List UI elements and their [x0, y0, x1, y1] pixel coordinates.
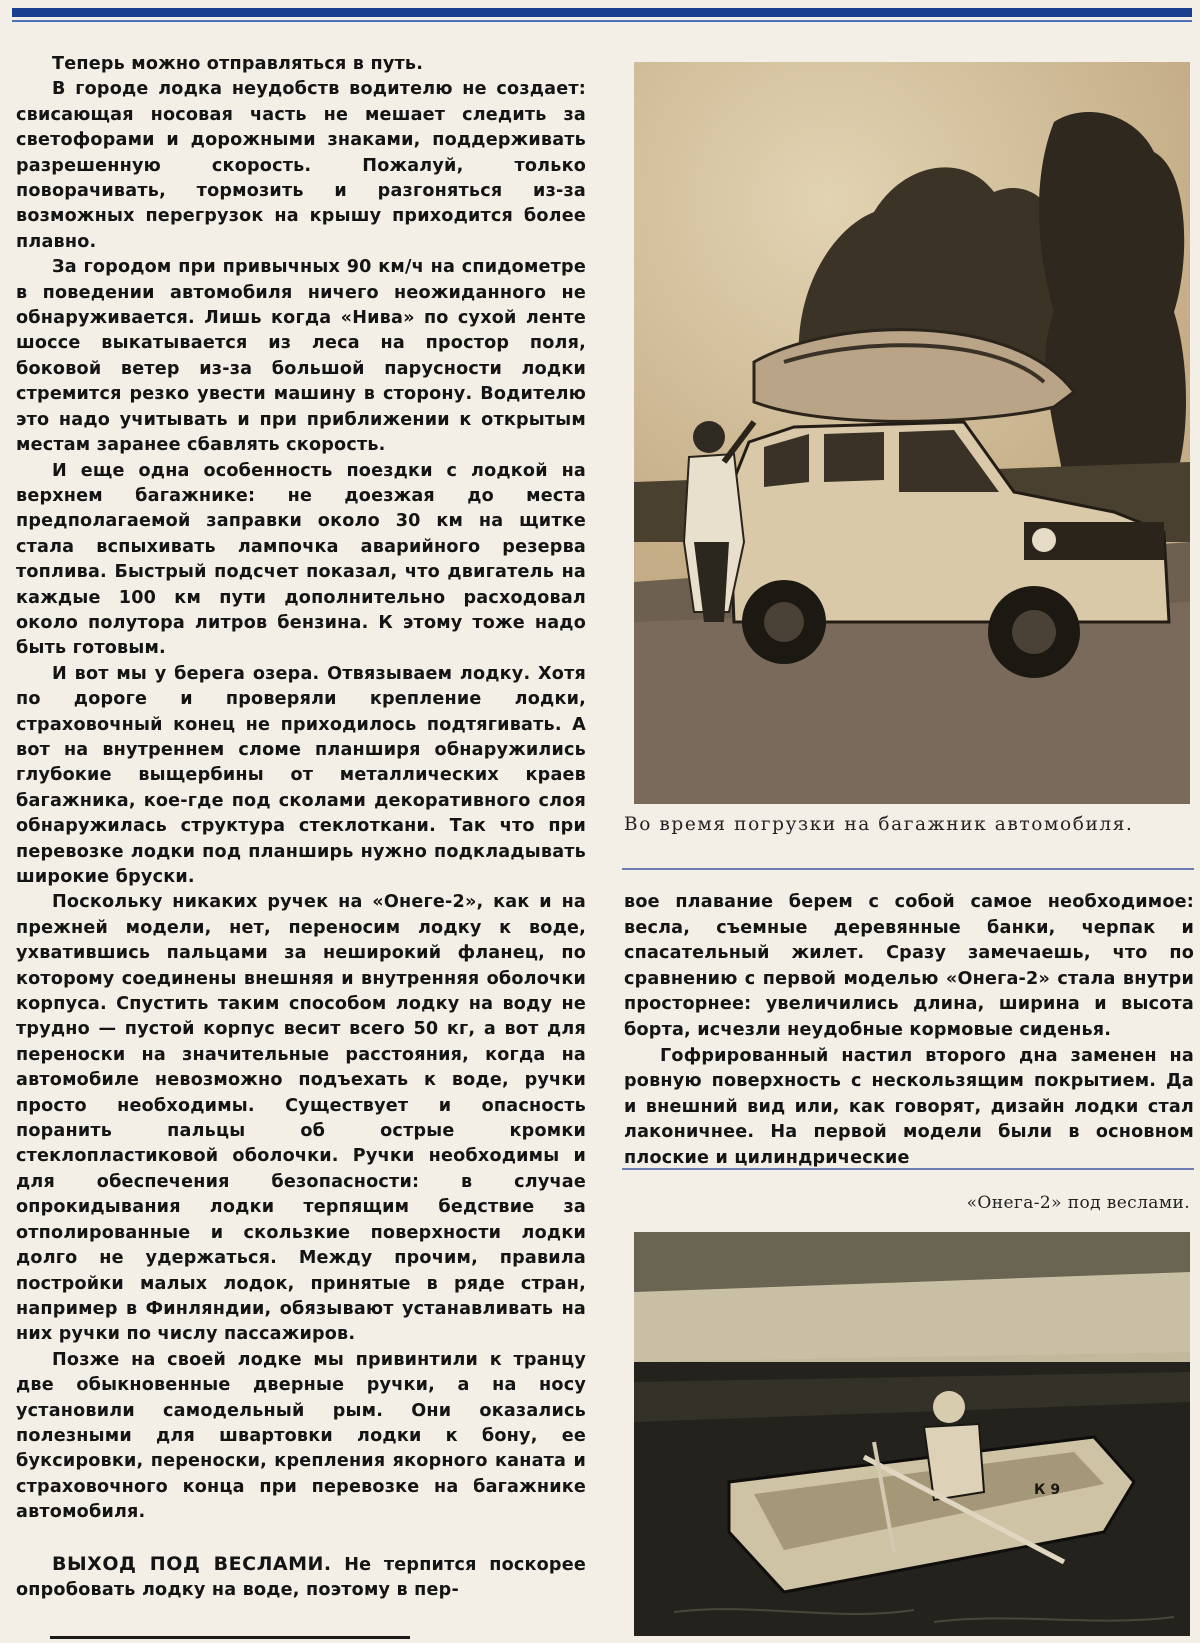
left-text-column [16, 52, 586, 1603]
paragraph: И еще одна особенность поездки с лодкой на верхнем багажнике: не доезжая до места предполагаемой заправки около 30 км на щитке стала вспыхивать лампочка аварийного резерва топлива. Быстрый подсчет показал, что двигатель на каждые 100 км пути дополнительно расходовал около полутора литров бензина. К этому тоже надо быть готовым. [16, 460, 586, 659]
paragraph: Позже на своей лодке мы привинтили к транцу две обыкновенные дверные ручки, а на носу установили самодельный рым. Они оказались полезными для швартовки лодки к бону, ее буксировки, переноски, крепления якорного каната и страховочного конца при перевозке на багажнике автомобиля. [16, 1349, 586, 1523]
divider [622, 1168, 1194, 1170]
header-rule [12, 8, 1192, 17]
section-heading: ВЫХОД ПОД ВЕСЛАМИ. [52, 1552, 332, 1575]
header-rule-thin [12, 20, 1192, 22]
footer-rule [50, 1636, 410, 1639]
paragraph: Гофрированный настил второго дна заменен на ровную поверхность с нескользящим покрытием. Да и внешний вид или, как говорят, дизайн лодки стал лаконичнее. На первой модели были в основном плоские и цилиндрические [624, 1045, 1194, 1168]
photo-caption: «Онега-2» под веслами. [966, 1193, 1190, 1213]
photo-caption: Во время погрузки на багажник автомобиля. [624, 814, 1134, 835]
paragraph: Поскольку никаких ручек на «Онеге-2», как и на прежней модели, нет, переносим лодку к воде, ухватившись пальцами за неширокий фланец, по которому соединены внешняя и внутренняя оболочки корпуса. Спустить таким способом лодку на воду не трудно — пустой корпус весит всего 50 кг, а вот для переноски на значительные расстояния, когда на автомобиле невозможно подъехать к воде, ручки просто необходимы. Существует и опасность поранить пальцы об острые кромки стеклопластиковой оболочки. Ручки необходимы и для обеспечения безопасности: в случае опрокидывания лодки терпящим бедствие за отполированные и скользкие поверхности лодки долго не удержаться. Между прочим, правила постройки малых лодок, принятые в ряде стран, например в Финляндии, обязывают устанавливать на них ручки по числу пассажиров. [16, 892, 586, 1345]
paragraph: И вот мы у берега озера. Отвязываем лодку. Хотя по дороге и проверяли крепление лодки, страховочный конец не приходилось подтягивать. А вот на внутреннем сломе планширя обнаружились глубокие выщербины от металлических краев багажника, кое-где под сколами декоративного слоя обнаружилась структура стеклоткани. Так что при перевозке лодки под планширь нужно подкладывать широкие бруски. [16, 663, 586, 887]
photo-boat-rowing [634, 1232, 1190, 1636]
paragraph: За городом при привычных 90 км/ч на спидометре в поведении автомобиля ничего неожиданного не обнаруживается. Лишь когда «Нива» по сухой ленте шоссе выкатывается из леса на простор поля, боковой ветер из-за большой парусности лодки стремится резко увести машину в сторону. Водителю это надо учитывать и при приближении к открытым местам заранее сбавлять скорость. [16, 257, 586, 456]
divider [622, 868, 1194, 870]
photo-car-with-boat [634, 62, 1190, 804]
paragraph: В городе лодка неудобств водителю не создает: свисающая носовая часть не мешает следить за светофорами и дорожными знаками, поддерживать разрешенную скорость. Пожалуй, только поворачивать, тормозить и разгоняться из-за возможных перегрузок на крышу приходится более плавно. [16, 79, 586, 252]
right-text-column [624, 890, 1194, 1172]
paragraph-text: Не терпится поскорее опробовать лодку на воде, поэтому в пер- [16, 1554, 586, 1600]
hull-marking: К 9 [1034, 1482, 1061, 1498]
section-paragraph [16, 1552, 586, 1604]
paragraph: вое плавание берем с собой самое необходимое: весла, съемные деревянные банки, черпак и спасательный жилет. Сразу замечаешь, что по сравнению с первой моделью «Онега-2» стала внутри просторнее: увеличились длина, ширина и высота борта, исчезли неудобные кормовые сиденья. [624, 892, 1194, 1040]
paragraph: Теперь можно отправляться в путь. [52, 54, 424, 74]
